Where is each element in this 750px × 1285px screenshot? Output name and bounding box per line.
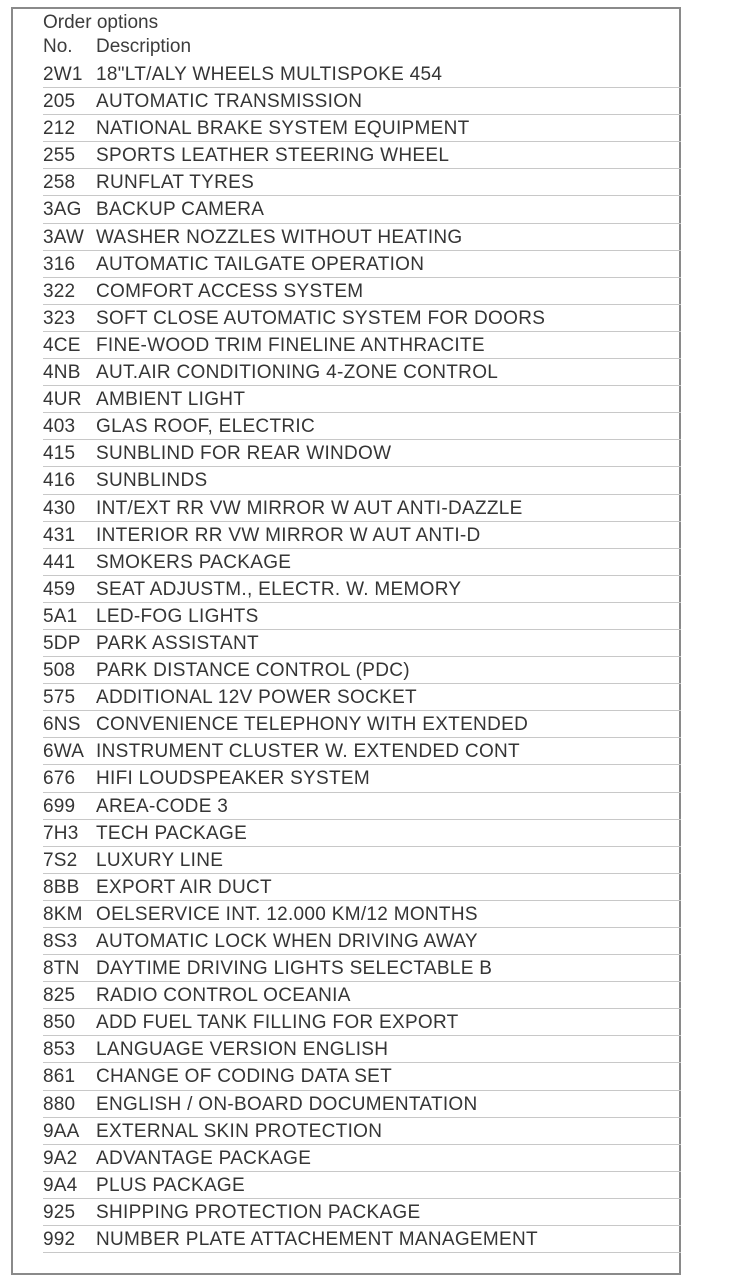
table-row [43, 982, 681, 1009]
table-row [43, 955, 681, 982]
option-description: AUTOMATIC TAILGATE OPERATION [96, 253, 425, 275]
option-code: 430 [43, 497, 76, 519]
table-row [43, 61, 681, 88]
table-header [43, 34, 681, 61]
option-description: RUNFLAT TYRES [96, 172, 255, 194]
option-description: HIFI LOUDSPEAKER SYSTEM [96, 768, 371, 790]
table-row [43, 928, 681, 955]
option-description: SHIPPING PROTECTION PACKAGE [96, 1201, 421, 1223]
order-options-content [43, 11, 681, 1253]
option-code: 4UR [43, 389, 82, 411]
option-description: AMBIENT LIGHT [96, 389, 246, 411]
option-code: 8TN [43, 958, 80, 980]
table-row [43, 1091, 681, 1118]
table-row [43, 495, 681, 522]
option-description: SMOKERS PACKAGE [96, 551, 292, 573]
table-row [43, 1009, 681, 1036]
option-description: AUTOMATIC TRANSMISSION [96, 91, 363, 113]
option-description: AREA-CODE 3 [96, 795, 229, 817]
option-code: 459 [43, 578, 76, 600]
option-description: DAYTIME DRIVING LIGHTS SELECTABLE B [96, 958, 493, 980]
option-code: 861 [43, 1066, 76, 1088]
option-description: CONVENIENCE TELEPHONY WITH EXTENDED [96, 714, 529, 736]
option-code: 9A4 [43, 1174, 78, 1196]
option-code: 853 [43, 1039, 76, 1061]
table-row [43, 115, 681, 142]
option-code: 255 [43, 145, 76, 167]
table-row [43, 359, 681, 386]
option-code: 9AA [43, 1120, 80, 1142]
option-code: 9A2 [43, 1147, 78, 1169]
option-description: TECH PACKAGE [96, 822, 248, 844]
option-description: AUT.AIR CONDITIONING 4-ZONE CONTROL [96, 362, 499, 384]
option-code: 415 [43, 443, 76, 465]
option-description: PARK DISTANCE CONTROL (PDC) [96, 660, 410, 682]
option-description: ADD FUEL TANK FILLING FOR EXPORT [96, 1012, 459, 1034]
option-description: WASHER NOZZLES WITHOUT HEATING [96, 226, 463, 248]
table-row [43, 793, 681, 820]
options-list [43, 61, 681, 1253]
column-header-description: Description [96, 36, 192, 57]
option-code: 2W1 [43, 64, 83, 85]
option-code: 316 [43, 253, 76, 275]
option-description: CHANGE OF CODING DATA SET [96, 1066, 393, 1088]
option-code: 575 [43, 687, 76, 709]
table-row [43, 196, 681, 223]
table-row [43, 1172, 681, 1199]
option-code: 880 [43, 1093, 76, 1115]
table-row [43, 874, 681, 901]
table-row [43, 278, 681, 305]
table-row [43, 413, 681, 440]
option-code: 205 [43, 91, 76, 113]
option-code: 3AG [43, 199, 82, 221]
option-description: INSTRUMENT CLUSTER W. EXTENDED CONT [96, 741, 520, 763]
option-code: 8KM [43, 903, 83, 925]
option-code: 5DP [43, 632, 81, 654]
table-row [43, 169, 681, 196]
option-code: 3AW [43, 226, 85, 248]
option-code: 403 [43, 416, 76, 438]
option-code: 431 [43, 524, 76, 546]
option-code: 7S2 [43, 849, 78, 871]
table-row [43, 440, 681, 467]
option-description: BACKUP CAMERA [96, 199, 265, 221]
table-row [43, 901, 681, 928]
option-code: 8BB [43, 876, 80, 898]
table-row [43, 1063, 681, 1090]
option-description: SOFT CLOSE AUTOMATIC SYSTEM FOR DOORS [96, 307, 546, 329]
option-code: 258 [43, 172, 76, 194]
panel-title: Order options [43, 12, 159, 33]
option-code: 676 [43, 768, 76, 790]
option-description: INTERIOR RR VW MIRROR W AUT ANTI-D [96, 524, 481, 546]
table-row [43, 251, 681, 278]
option-code: 992 [43, 1229, 76, 1251]
option-description: OELSERVICE INT. 12.000 KM/12 MONTHS [96, 903, 478, 925]
option-description: SPORTS LEATHER STEERING WHEEL [96, 145, 450, 167]
option-description: AUTOMATIC LOCK WHEN DRIVING AWAY [96, 931, 478, 952]
table-row [43, 1199, 681, 1226]
option-code: 508 [43, 660, 76, 682]
column-header-no: No. [43, 36, 73, 57]
option-description: EXTERNAL SKIN PROTECTION [96, 1120, 383, 1142]
option-description: EXPORT AIR DUCT [96, 876, 272, 898]
option-description: ENGLISH / ON-BOARD DOCUMENTATION [96, 1093, 478, 1115]
option-code: 850 [43, 1012, 76, 1034]
table-row [43, 386, 681, 413]
table-row [43, 332, 681, 359]
option-description: ADVANTAGE PACKAGE [96, 1147, 312, 1169]
table-row [43, 820, 681, 847]
option-code: 416 [43, 470, 76, 492]
option-description: INT/EXT RR VW MIRROR W AUT ANTI-DAZZLE [96, 497, 523, 519]
option-code: 322 [43, 280, 76, 302]
option-description: 18"LT/ALY WHEELS MULTISPOKE 454 [96, 64, 443, 85]
option-code: 4CE [43, 334, 81, 356]
option-description: LUXURY LINE [96, 849, 224, 871]
table-row [43, 1036, 681, 1063]
option-description: NUMBER PLATE ATTACHEMENT MANAGEMENT [96, 1229, 538, 1251]
option-description: COMFORT ACCESS SYSTEM [96, 280, 364, 302]
option-description: PLUS PACKAGE [96, 1174, 245, 1196]
table-row [43, 1118, 681, 1145]
option-description: FINE-WOOD TRIM FINELINE ANTHRACITE [96, 334, 485, 356]
table-row [43, 522, 681, 549]
table-row [43, 467, 681, 494]
option-code: 8S3 [43, 931, 78, 952]
option-code: 212 [43, 118, 76, 140]
option-code: 925 [43, 1201, 76, 1223]
option-description: ADDITIONAL 12V POWER SOCKET [96, 687, 417, 709]
option-code: 825 [43, 985, 76, 1007]
option-description: PARK ASSISTANT [96, 632, 259, 654]
table-row [43, 1226, 681, 1253]
option-description: GLAS ROOF, ELECTRIC [96, 416, 315, 438]
table-row [43, 765, 681, 792]
option-code: 6WA [43, 741, 85, 763]
option-code: 441 [43, 551, 76, 573]
table-row [43, 1145, 681, 1172]
table-row [43, 738, 681, 765]
option-description: NATIONAL BRAKE SYSTEM EQUIPMENT [96, 118, 470, 140]
table-row [43, 549, 681, 576]
table-row [43, 88, 681, 115]
option-description: SUNBLIND FOR REAR WINDOW [96, 443, 392, 465]
table-row [43, 142, 681, 169]
table-row [43, 603, 681, 630]
option-code: 4NB [43, 362, 81, 384]
table-row [43, 630, 681, 657]
table-row [43, 657, 681, 684]
option-description: SUNBLINDS [96, 470, 208, 492]
order-options-panel [11, 7, 681, 1275]
option-description: RADIO CONTROL OCEANIA [96, 985, 351, 1007]
option-code: 323 [43, 307, 76, 329]
option-description: LANGUAGE VERSION ENGLISH [96, 1039, 389, 1061]
option-code: 7H3 [43, 822, 79, 844]
option-code: 699 [43, 795, 76, 817]
table-row [43, 847, 681, 874]
table-row [43, 576, 681, 603]
table-row [43, 711, 681, 738]
table-row [43, 305, 681, 332]
option-description: LED-FOG LIGHTS [96, 605, 259, 627]
option-code: 6NS [43, 714, 81, 736]
option-description: SEAT ADJUSTM., ELECTR. W. MEMORY [96, 578, 462, 600]
option-code: 5A1 [43, 605, 78, 627]
table-row [43, 684, 681, 711]
table-row [43, 224, 681, 251]
